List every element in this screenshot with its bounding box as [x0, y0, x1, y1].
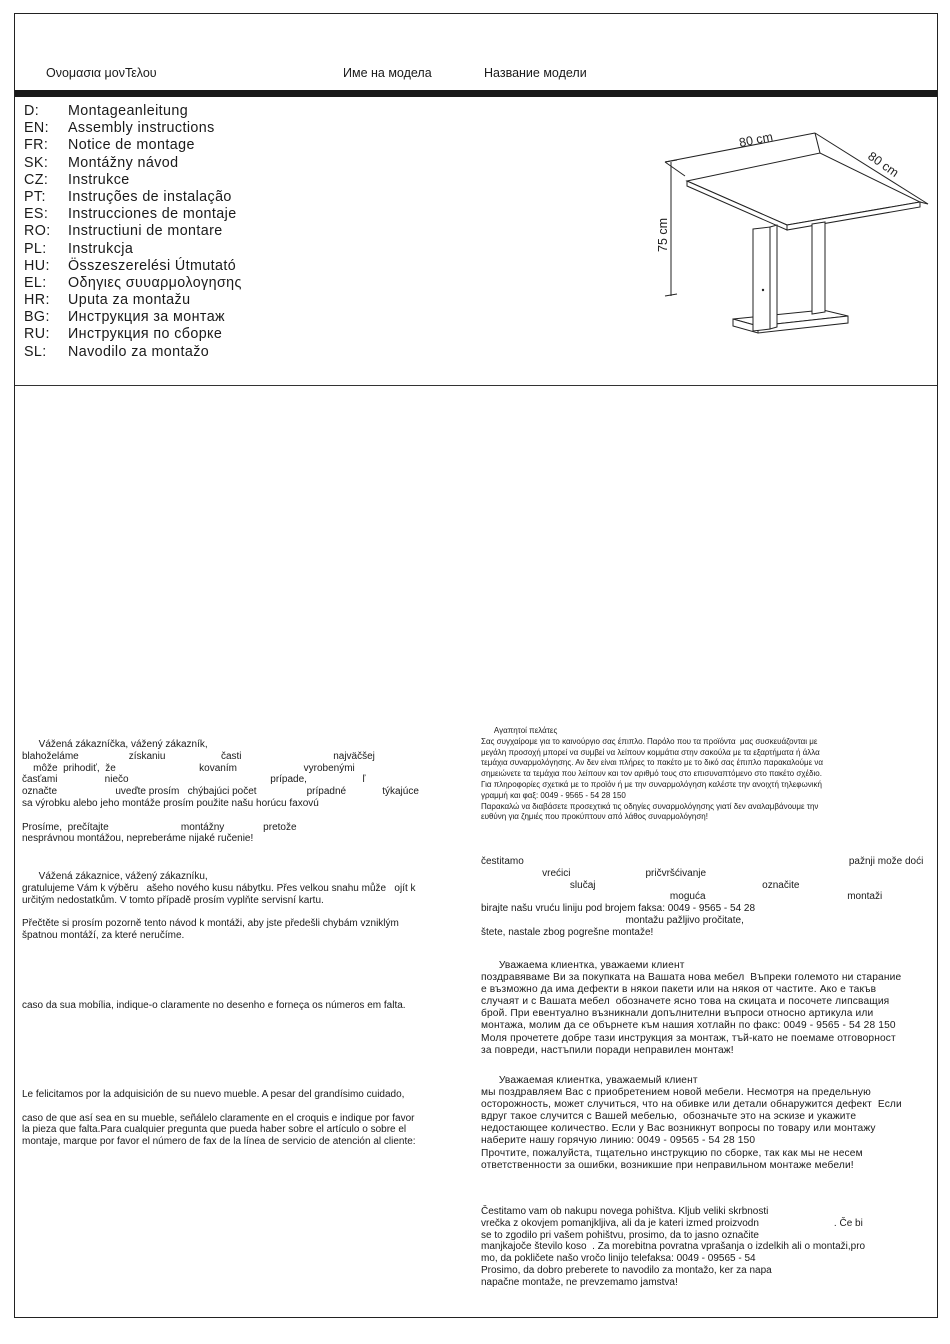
notice-line: Αγαπητοί πελάτες [481, 726, 558, 735]
notice-line: е възможно да има дефекти в някои пакети или на някоя от частите. Ако е такъв [481, 984, 877, 996]
notice-line: Čestitamo vam ob nakupu novega pohištva. Kljub veliki skrbnosti [481, 1206, 769, 1217]
notice-line: mo, da pokličete našo vročo linijo telefaksa: 0049 - 09565 - 54 [481, 1253, 756, 1265]
language-item [24, 103, 242, 120]
language-code: RU: [24, 326, 50, 343]
language-item [24, 241, 242, 258]
notice-slovenian [481, 1206, 865, 1289]
language-title: Montageanleitung [68, 103, 189, 119]
notice-greek [481, 726, 823, 823]
language-title: Instruções de instalação [68, 188, 232, 205]
depth-label: 80 cm [865, 148, 902, 180]
notice-line: sa výrobku alebo jeho montáže prosím použite našu horúcu faxovú [22, 797, 319, 809]
language-code: HU: [24, 257, 50, 274]
model-name-bulgarian: Име на модела [343, 66, 432, 80]
model-name-greek: Ονομασια μονΤελου [46, 66, 157, 80]
notice-russian [481, 1075, 902, 1172]
section-divider [15, 385, 937, 386]
notice-line: gratulujeme Vám k výběru ašeho nového kusu nábytku. Přes velkou snahu může ojít k [22, 882, 416, 894]
notice-line: se to zgodilo pri vašem pohištvu, prosimo, da to jasno označite [481, 1229, 759, 1241]
notice-line: недостающее количество. Если у Вас возникнут вопросы по товару или монтажу [481, 1123, 876, 1135]
model-name-russian: Название модели [484, 66, 587, 80]
language-code: PL: [24, 240, 47, 257]
notice-line: štete, nastale zbog pogrešne montaže! [481, 926, 654, 938]
notice-line: ευθύνη για ζημιές που προκύπτουν από λάθος συναρμολόγηση! [481, 812, 708, 822]
notice-line: birajte našu vruću liniju pod brojem faksa: 0049 - 9565 - 54 28 [481, 903, 756, 915]
language-code: EL: [24, 274, 47, 291]
language-item [24, 275, 242, 292]
notice-line: Σας συγχαίρομε για το καινούργιο σας έπιπλο. Παρόλο που τα προϊόντα μας συσκευάζονται με [481, 736, 818, 746]
notice-line: la pieza que falta.Para cualquier pregunta que pueda haber sobre el artículo o sobre el [22, 1124, 407, 1136]
language-code: SK: [24, 154, 49, 171]
language-item [24, 344, 242, 361]
notice-line: napačne montaže, ne prevzemamo jamstva! [481, 1276, 678, 1288]
language-title: Összeszerelési Útmutató [68, 257, 237, 274]
notice-line: Přečtěte si prosím pozorně tento návod k montáži, aby jste předešli chybám vzniklým [22, 918, 399, 930]
language-code: ES: [24, 206, 49, 223]
notice-line: за повреди, настъпили поради неправилен монтаж! [481, 1044, 734, 1056]
notice-line: Prosíme, prečítajte montážny pretože [22, 821, 297, 833]
notice-line: брой. При евентуално възникнали допълнителни въпроси относно артикула или [481, 1008, 874, 1020]
notice-bulgarian [481, 960, 901, 1057]
language-title: Montážny návod [68, 154, 179, 171]
language-title: Instructiuni de montare [68, 223, 223, 240]
notice-line: μεγάλη προσοχή μπορεί να συμβεί να λείπουν κομμάτια στην σακούλα με τα εξαρτήματα ή άλλα [481, 747, 820, 757]
notice-line: случаят и с Вашата мебел обозначете ясно това на скицата и посочете липсващия [481, 996, 890, 1008]
notice-line: slučaj označite [481, 879, 800, 891]
notice-line: Παρακαλώ να διαβάσετε προσεχτικά τις οδηγίες συναρμολόγησης γιατί δεν αναλαμβάνουμε την [481, 801, 819, 811]
language-code: SL: [24, 343, 47, 360]
language-item [24, 292, 242, 309]
language-title: Notice de montage [68, 137, 195, 154]
notice-line: σημειώνετε τα τεμάχια που λείπουν και τον αριθμό τους στο επισυναπτόμενο στο πακέτο σχέδιο. [481, 769, 822, 779]
language-item [24, 326, 242, 343]
notice-line: осторожность, может случиться, что на обивке или детали обнаружится дефект Если [481, 1099, 902, 1111]
language-code: BG: [24, 309, 50, 326]
language-item [24, 189, 242, 206]
notice-line: caso da sua mobília, indique-o claramente no desenho e forneça os números em falta. [22, 1000, 406, 1011]
notice-croatian [481, 856, 923, 939]
language-code: PT: [24, 188, 46, 205]
language-title: Инструкция за монтаж [68, 309, 226, 326]
notice-line: môže prihodiť, že kovaním vyrobenými [22, 762, 355, 774]
language-item [24, 309, 242, 326]
language-code: FR: [24, 137, 49, 154]
notice-line: Για πληροφορίες σχετικά με το προϊόν ή με την συναρμολόγηση καλέστε την ανοιχτή τηλεφωνική [481, 779, 822, 789]
notice-line: Прочтите, пожалуйста, тщательно инструкцию по сборке, так как мы не несем [481, 1147, 863, 1159]
notice-line: Vážená zákaznice, vážený zákazníku, [22, 871, 208, 882]
language-code: RO: [24, 223, 51, 240]
language-item [24, 137, 242, 154]
notice-line: blahoželáme získaniu časti najväčšej [22, 750, 375, 762]
notice-line: montaje, marque por favor el número de fax de la línea de servicio de atención al cliente: [22, 1136, 416, 1148]
header-divider-bar [15, 90, 937, 97]
language-title: Navodilo za montažo [68, 343, 210, 360]
language-item [24, 172, 242, 189]
notice-czech [22, 871, 416, 942]
language-code: CZ: [24, 171, 49, 188]
language-title: Instrucciones de montaje [68, 206, 237, 223]
notice-line: Le felicitamos por la adquisición de su nuevo mueble. A pesar del grandísimo cuidado, [22, 1089, 405, 1100]
table-dimension-diagram [645, 120, 935, 340]
notice-line: vrećici pričvršćivanje [481, 867, 707, 879]
notice-line: vrečka z okovjem pomanjkljiva, ali da je kateri izmed proizvodn . Če bi [481, 1217, 863, 1229]
notice-portuguese [22, 1000, 406, 1012]
notice-slovak [22, 739, 419, 845]
notice-line [22, 906, 416, 918]
notice-line: монтажа, молим да се обърнете към нашия хотлайн по факс: 0049 - 9565 - 54 28 150 [481, 1020, 896, 1032]
notice-line: moguća montaži [481, 891, 883, 903]
notice-line: мы поздравляем Вас с приобретением новой мебели. Несмотря на предельную [481, 1087, 871, 1099]
language-code: D: [24, 103, 40, 119]
notice-line: τεμάχια συναρμολόγησης. Αν δεν είναι πλήρες το πακέτο με το δικό σας έπιπλο παρακαλούμε να [481, 758, 823, 768]
language-item [24, 206, 242, 223]
notice-line: Prosimo, da dobro preberete to navodilo za montažo, ker za napa [481, 1264, 772, 1276]
notice-spanish [22, 1089, 416, 1148]
notice-line [22, 1101, 416, 1113]
notice-line: поздравяваме Ви за покупката на Вашата нова мебел Въпреки големото ни старание [481, 972, 902, 984]
width-label: 80 cm [737, 129, 774, 150]
notice-line: caso de que así sea en su mueble, señálelo claramente en el croquis e indique por favor [22, 1112, 415, 1124]
language-title: Uputa za montažu [68, 292, 191, 309]
notice-line: γραμμή και φαξ: 0049 - 9565 - 54 28 150 [481, 790, 626, 800]
language-item [24, 223, 242, 240]
notice-line: Уважаема клиентка, уважаеми клиент [481, 960, 685, 971]
notice-line: вдруг такое случится с Вашей мебелью, обозначьте это на эскизе и укажите [481, 1111, 857, 1123]
notice-line: ответственности за ошибки, возникшие при неправильном монтаже мебели! [481, 1159, 854, 1171]
notice-line: špatnou montáží, za které neručíme. [22, 929, 185, 941]
notice-line: čestitamo pažnji može doći [481, 856, 924, 867]
language-item [24, 258, 242, 275]
notice-line: Уважаемая клиентка, уважаемый клиент [481, 1075, 698, 1086]
language-title: Instrukce [68, 171, 130, 188]
notice-line: označte uveďte prosím chýbajúci počet prípadné týkajúce [22, 786, 419, 798]
notice-line: montažu pažljivo pročitate, [481, 914, 744, 926]
language-list [24, 103, 242, 361]
notice-line: Vážená zákazníčka, vážený zákazník, [22, 739, 208, 750]
notice-line: Моля прочетете добре тази инструкция за монтаж, тъй-като не поемаме отговорност [481, 1032, 896, 1044]
notice-line: časťami niečo prípade, ľ [22, 774, 366, 786]
language-item [24, 120, 242, 137]
notice-line: наберите нашу горячую линию: 0049 - 09565 - 54 28 150 [481, 1135, 756, 1147]
notice-line: určitým nedostatkům. V tomto případě prosím vyplňte servisní kartu. [22, 894, 324, 906]
language-title: Οδηγιες συυαρμολογησης [68, 274, 242, 291]
language-code: HR: [24, 292, 50, 309]
notice-line: nesprávnou montážou, nepreberáme nijaké ručenie! [22, 833, 254, 845]
notice-line [22, 810, 419, 822]
height-label: 75 cm [656, 217, 670, 252]
notice-line: manjkajoče število koso . Za morebitna povratna vprašanja o izdelkih ali o montaži,pro [481, 1241, 866, 1253]
language-item [24, 155, 242, 172]
language-title: Инструкция по сборке [68, 326, 223, 343]
language-code: EN: [24, 120, 50, 137]
language-title: Assembly instructions [68, 120, 215, 137]
language-title: Instrukcja [68, 240, 134, 257]
